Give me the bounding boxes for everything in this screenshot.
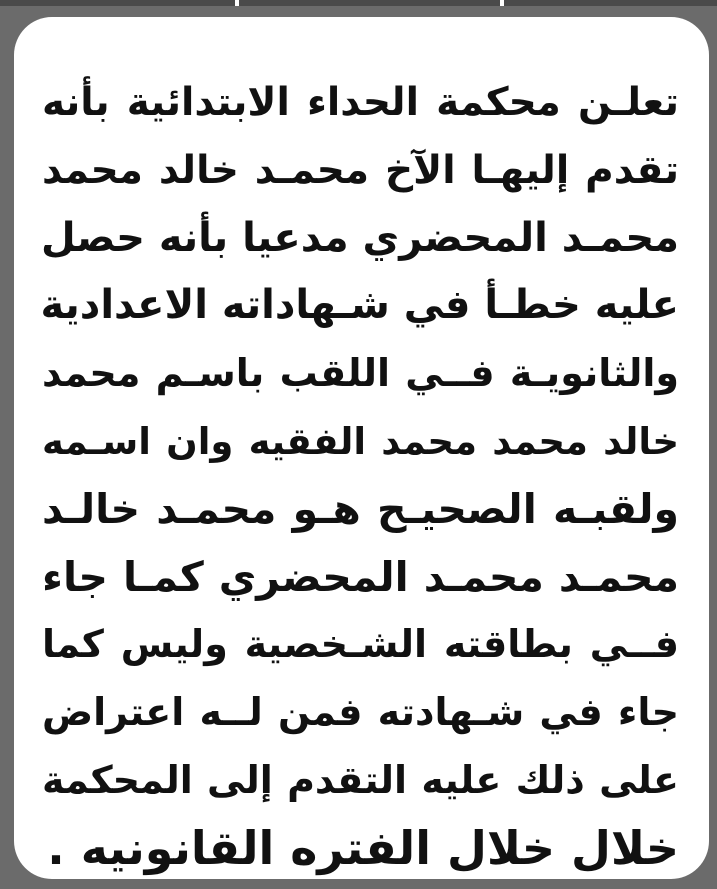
notice-line: خالد محمد محمد الفقيه وان اسـمه: [42, 419, 679, 463]
notice-line: محمـد المحضري مدعيا بأنه حصل: [40, 214, 679, 261]
top-edge-mark: [500, 0, 504, 6]
notice-line: تقدم إليهـا الآخ محمـد خالد محمد: [42, 147, 679, 193]
top-edge-strip: [0, 0, 717, 6]
notice-line: جاء في شـهادته فمن لــه اعتراض: [42, 690, 679, 735]
top-edge-mark: [235, 0, 239, 6]
notice-line: فــي بطاقته الشـخصية وليس كما: [42, 622, 679, 667]
notice-card: [14, 17, 709, 879]
notice-line: على ذلك عليه التقدم إلى المحكمة: [42, 757, 679, 802]
notice-line-final: خلال خلال الفتره القانونيه .: [47, 820, 679, 875]
notice-line: ولقبـه الصحيـح هـو محمـد خالـد: [42, 484, 679, 533]
notice-line: محمـد محمـد المحضري كمـا جاء: [42, 552, 679, 601]
notice-body: [42, 69, 679, 883]
notice-line: والثانويـة فــي اللقب باسـم محمد: [42, 351, 679, 396]
notice-line: تعلـن محكمة الحداء الابتدائية بأنه: [42, 80, 679, 125]
notice-line: عليه خطـأ في شـهاداته الاعدادية: [40, 282, 679, 329]
